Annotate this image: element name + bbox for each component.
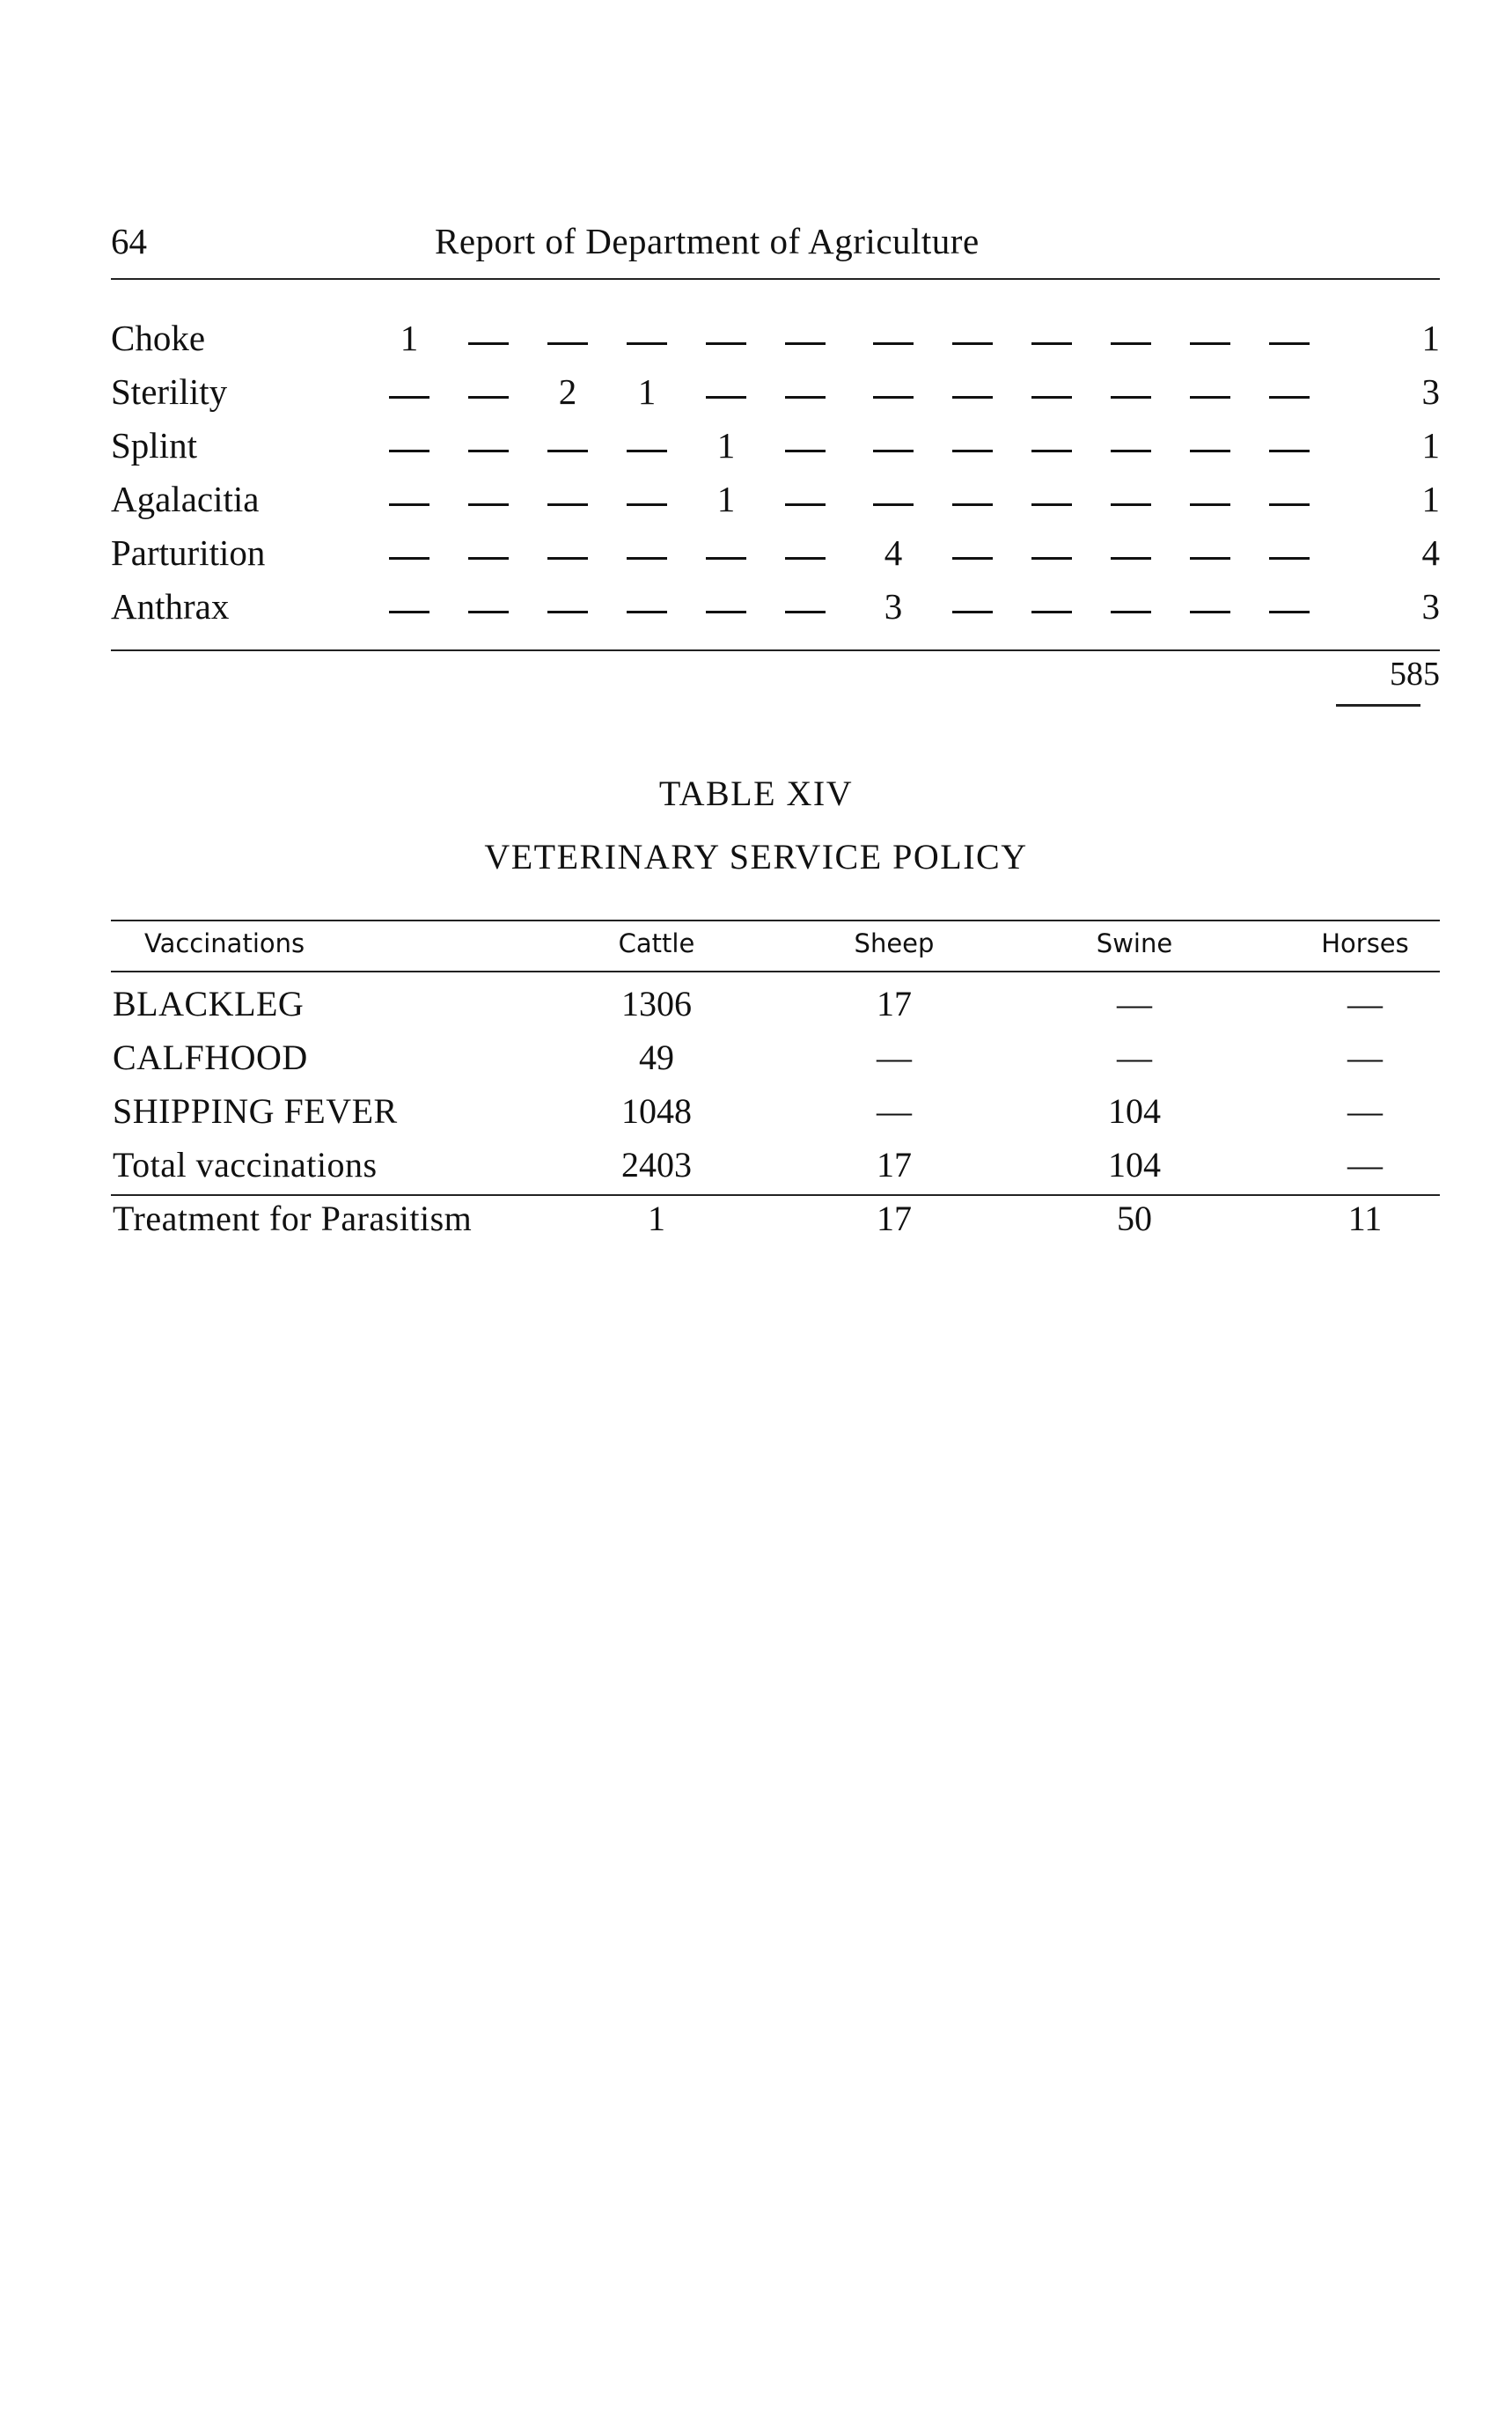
dash-mark	[547, 450, 588, 452]
disease-label: Splint	[111, 425, 197, 466]
dash-cell	[1263, 478, 1316, 520]
running-title: Report of Department of Agriculture	[435, 221, 980, 261]
dash-mark	[1190, 503, 1230, 506]
dash-cell	[620, 424, 673, 466]
row-cattle: 49	[639, 1038, 674, 1077]
dash-mark	[627, 557, 667, 560]
dash-cell	[1105, 478, 1157, 520]
dash-mark	[1269, 557, 1310, 560]
row-name: Treatment for Parasitism	[113, 1199, 473, 1238]
dash-cell	[541, 532, 594, 574]
dash-cell	[779, 317, 832, 359]
dash-cell	[1184, 424, 1237, 466]
dash-mark	[1269, 342, 1310, 345]
row-swine: —	[1117, 1038, 1152, 1077]
dash-cell	[1025, 317, 1078, 359]
dash-mark	[785, 611, 826, 613]
dash-mark	[1190, 342, 1230, 345]
table-row	[111, 1198, 1440, 1251]
dash-cell	[620, 532, 673, 574]
dash-mark	[468, 450, 509, 452]
dash-cell	[1263, 370, 1316, 413]
dash-cell	[1263, 532, 1316, 574]
dash-mark	[785, 557, 826, 560]
dash-cell	[1263, 317, 1316, 359]
grand-total-rule	[1336, 704, 1420, 707]
running-head	[111, 220, 1440, 273]
dash-cell	[1105, 317, 1157, 359]
row-cattle: 1	[648, 1199, 665, 1238]
row-horses: 11	[1347, 1199, 1383, 1238]
dash-cell	[541, 478, 594, 520]
total-rule	[111, 1194, 1440, 1196]
count-cell: 3	[884, 586, 903, 627]
dash-mark	[468, 396, 509, 399]
table-row	[111, 983, 1440, 1036]
dash-mark	[952, 557, 993, 560]
dash-cell	[779, 585, 832, 627]
dash-mark	[389, 611, 429, 613]
dash-cell	[462, 317, 515, 359]
row-swine: —	[1117, 984, 1152, 1023]
dash-cell	[1184, 317, 1237, 359]
dash-cell	[700, 585, 752, 627]
dash-mark	[952, 503, 993, 506]
dash-mark	[1190, 450, 1230, 452]
grand-total: 585	[1390, 656, 1440, 693]
header-swine: Swine	[1096, 928, 1173, 958]
dash-cell	[779, 478, 832, 520]
dash-cell	[946, 317, 999, 359]
page-number: 64	[111, 221, 147, 261]
dash-cell	[1184, 585, 1237, 627]
disease-total: 1	[1421, 425, 1440, 466]
header-vaccinations: Vaccinations	[144, 928, 305, 958]
dash-mark	[1031, 342, 1072, 345]
disease-total: 1	[1421, 479, 1440, 519]
dash-cell	[1025, 424, 1078, 466]
dash-cell	[1025, 370, 1078, 413]
dash-mark	[627, 342, 667, 345]
dash-mark	[1031, 557, 1072, 560]
dash-cell	[620, 478, 673, 520]
dash-cell	[462, 424, 515, 466]
dash-mark	[706, 611, 746, 613]
row-swine: 104	[1108, 1145, 1161, 1185]
row-name: SHIPPING FEVER	[113, 1091, 398, 1131]
count-cell: 1	[637, 371, 657, 412]
row-sheep: 17	[877, 1199, 912, 1238]
dash-mark	[1190, 396, 1230, 399]
row-horses: —	[1347, 1038, 1383, 1077]
dash-cell	[383, 478, 436, 520]
dash-cell	[462, 585, 515, 627]
dash-mark	[1031, 503, 1072, 506]
dash-mark	[1031, 396, 1072, 399]
disease-row	[0, 370, 1512, 424]
dash-mark	[547, 342, 588, 345]
dash-cell	[620, 317, 673, 359]
dash-mark	[468, 342, 509, 345]
disease-row	[0, 317, 1512, 370]
dash-mark	[785, 450, 826, 452]
dash-cell	[779, 532, 832, 574]
dash-cell	[700, 317, 752, 359]
row-cattle: 1306	[621, 984, 692, 1023]
dash-cell	[1025, 585, 1078, 627]
row-horses: —	[1347, 984, 1383, 1023]
dash-cell	[541, 424, 594, 466]
dash-mark	[706, 396, 746, 399]
dash-cell	[867, 424, 920, 466]
dash-mark	[873, 396, 914, 399]
dash-cell	[541, 585, 594, 627]
dash-mark	[952, 611, 993, 613]
dash-cell	[867, 317, 920, 359]
row-swine: 104	[1108, 1091, 1161, 1131]
dash-cell	[541, 317, 594, 359]
disease-row	[0, 585, 1512, 639]
row-swine: 50	[1117, 1199, 1152, 1238]
disease-label: Anthrax	[111, 586, 230, 627]
row-name: Total vaccinations	[113, 1145, 378, 1185]
dash-mark	[547, 503, 588, 506]
disease-total: 3	[1421, 371, 1440, 412]
dash-mark	[952, 396, 993, 399]
dash-cell	[383, 532, 436, 574]
dash-cell	[383, 370, 436, 413]
dash-mark	[1031, 450, 1072, 452]
sum-rule	[111, 649, 1440, 651]
table-top-rule	[111, 920, 1440, 921]
dash-cell	[1025, 532, 1078, 574]
disease-row	[0, 478, 1512, 532]
dash-mark	[873, 450, 914, 452]
dash-mark	[547, 557, 588, 560]
dash-mark	[1269, 396, 1310, 399]
dash-cell	[1105, 370, 1157, 413]
header-horses: Horses	[1321, 928, 1409, 958]
dash-cell	[946, 532, 999, 574]
row-name: BLACKLEG	[113, 984, 305, 1023]
header-rule	[111, 278, 1440, 280]
dash-cell	[620, 585, 673, 627]
dash-cell	[1105, 585, 1157, 627]
dash-cell	[946, 585, 999, 627]
row-horses: —	[1347, 1091, 1383, 1131]
dash-mark	[468, 611, 509, 613]
dash-mark	[389, 396, 429, 399]
table-number: TABLE XIV	[658, 774, 854, 813]
dash-cell	[700, 532, 752, 574]
dash-mark	[627, 611, 667, 613]
dash-cell	[867, 370, 920, 413]
count-cell: 1	[716, 425, 736, 466]
dash-cell	[1184, 478, 1237, 520]
dash-cell	[946, 478, 999, 520]
row-name: CALFHOOD	[113, 1038, 308, 1077]
dash-cell	[1263, 424, 1316, 466]
count-cell: 2	[558, 371, 577, 412]
dash-mark	[547, 611, 588, 613]
row-sheep: —	[877, 1038, 912, 1077]
dash-mark	[873, 503, 914, 506]
dash-mark	[1269, 611, 1310, 613]
count-cell: 4	[884, 532, 903, 573]
header-rule-bottom	[111, 971, 1440, 972]
dash-mark	[468, 503, 509, 506]
disease-row	[0, 424, 1512, 478]
dash-mark	[706, 557, 746, 560]
disease-label: Sterility	[111, 371, 228, 412]
dash-cell	[946, 370, 999, 413]
dash-cell	[867, 478, 920, 520]
row-sheep: 17	[877, 984, 912, 1023]
disease-total: 4	[1421, 532, 1440, 573]
disease-total: 1	[1421, 318, 1440, 358]
dash-mark	[389, 503, 429, 506]
dash-mark	[1111, 342, 1151, 345]
dash-mark	[1111, 557, 1151, 560]
table-row	[111, 1037, 1440, 1089]
dash-cell	[946, 424, 999, 466]
disease-table	[0, 317, 1512, 639]
table-row	[111, 1090, 1440, 1143]
dash-cell	[383, 424, 436, 466]
dash-cell	[700, 370, 752, 413]
dash-cell	[1184, 532, 1237, 574]
dash-mark	[1190, 611, 1230, 613]
dash-mark	[1031, 611, 1072, 613]
dash-mark	[1269, 503, 1310, 506]
dash-mark	[1111, 611, 1151, 613]
dash-cell	[383, 585, 436, 627]
dash-mark	[785, 503, 826, 506]
dash-cell	[1184, 370, 1237, 413]
dash-mark	[785, 396, 826, 399]
dash-cell	[1263, 585, 1316, 627]
disease-label: Choke	[111, 318, 206, 358]
dash-cell	[462, 532, 515, 574]
dash-mark	[952, 342, 993, 345]
table-title: VETERINARY SERVICE POLICY	[484, 837, 1028, 877]
header-sheep: Sheep	[854, 928, 935, 958]
dash-mark	[627, 450, 667, 452]
dash-mark	[952, 450, 993, 452]
dash-cell	[779, 424, 832, 466]
dash-mark	[873, 342, 914, 345]
row-sheep: 17	[877, 1145, 912, 1185]
count-cell: 1	[716, 479, 736, 519]
dash-cell	[462, 370, 515, 413]
table-row	[111, 1144, 1440, 1197]
dash-cell	[1025, 478, 1078, 520]
dash-cell	[779, 370, 832, 413]
dash-mark	[468, 557, 509, 560]
row-horses: —	[1347, 1145, 1383, 1185]
dash-mark	[785, 342, 826, 345]
row-cattle: 2403	[621, 1145, 692, 1185]
dash-cell	[462, 478, 515, 520]
dash-mark	[1111, 396, 1151, 399]
dash-cell	[1105, 424, 1157, 466]
dash-mark	[627, 503, 667, 506]
row-sheep: —	[877, 1091, 912, 1131]
count-cell: 1	[400, 318, 419, 358]
disease-label: Parturition	[111, 532, 266, 573]
dash-mark	[1111, 450, 1151, 452]
disease-row	[0, 532, 1512, 585]
header-cattle: Cattle	[618, 928, 695, 958]
dash-mark	[1111, 503, 1151, 506]
dash-cell	[1105, 532, 1157, 574]
disease-label: Agalacitia	[111, 479, 260, 519]
dash-mark	[1190, 557, 1230, 560]
dash-mark	[706, 342, 746, 345]
dash-mark	[389, 557, 429, 560]
row-cattle: 1048	[621, 1091, 692, 1131]
dash-mark	[1269, 450, 1310, 452]
disease-total: 3	[1421, 586, 1440, 627]
dash-mark	[389, 450, 429, 452]
